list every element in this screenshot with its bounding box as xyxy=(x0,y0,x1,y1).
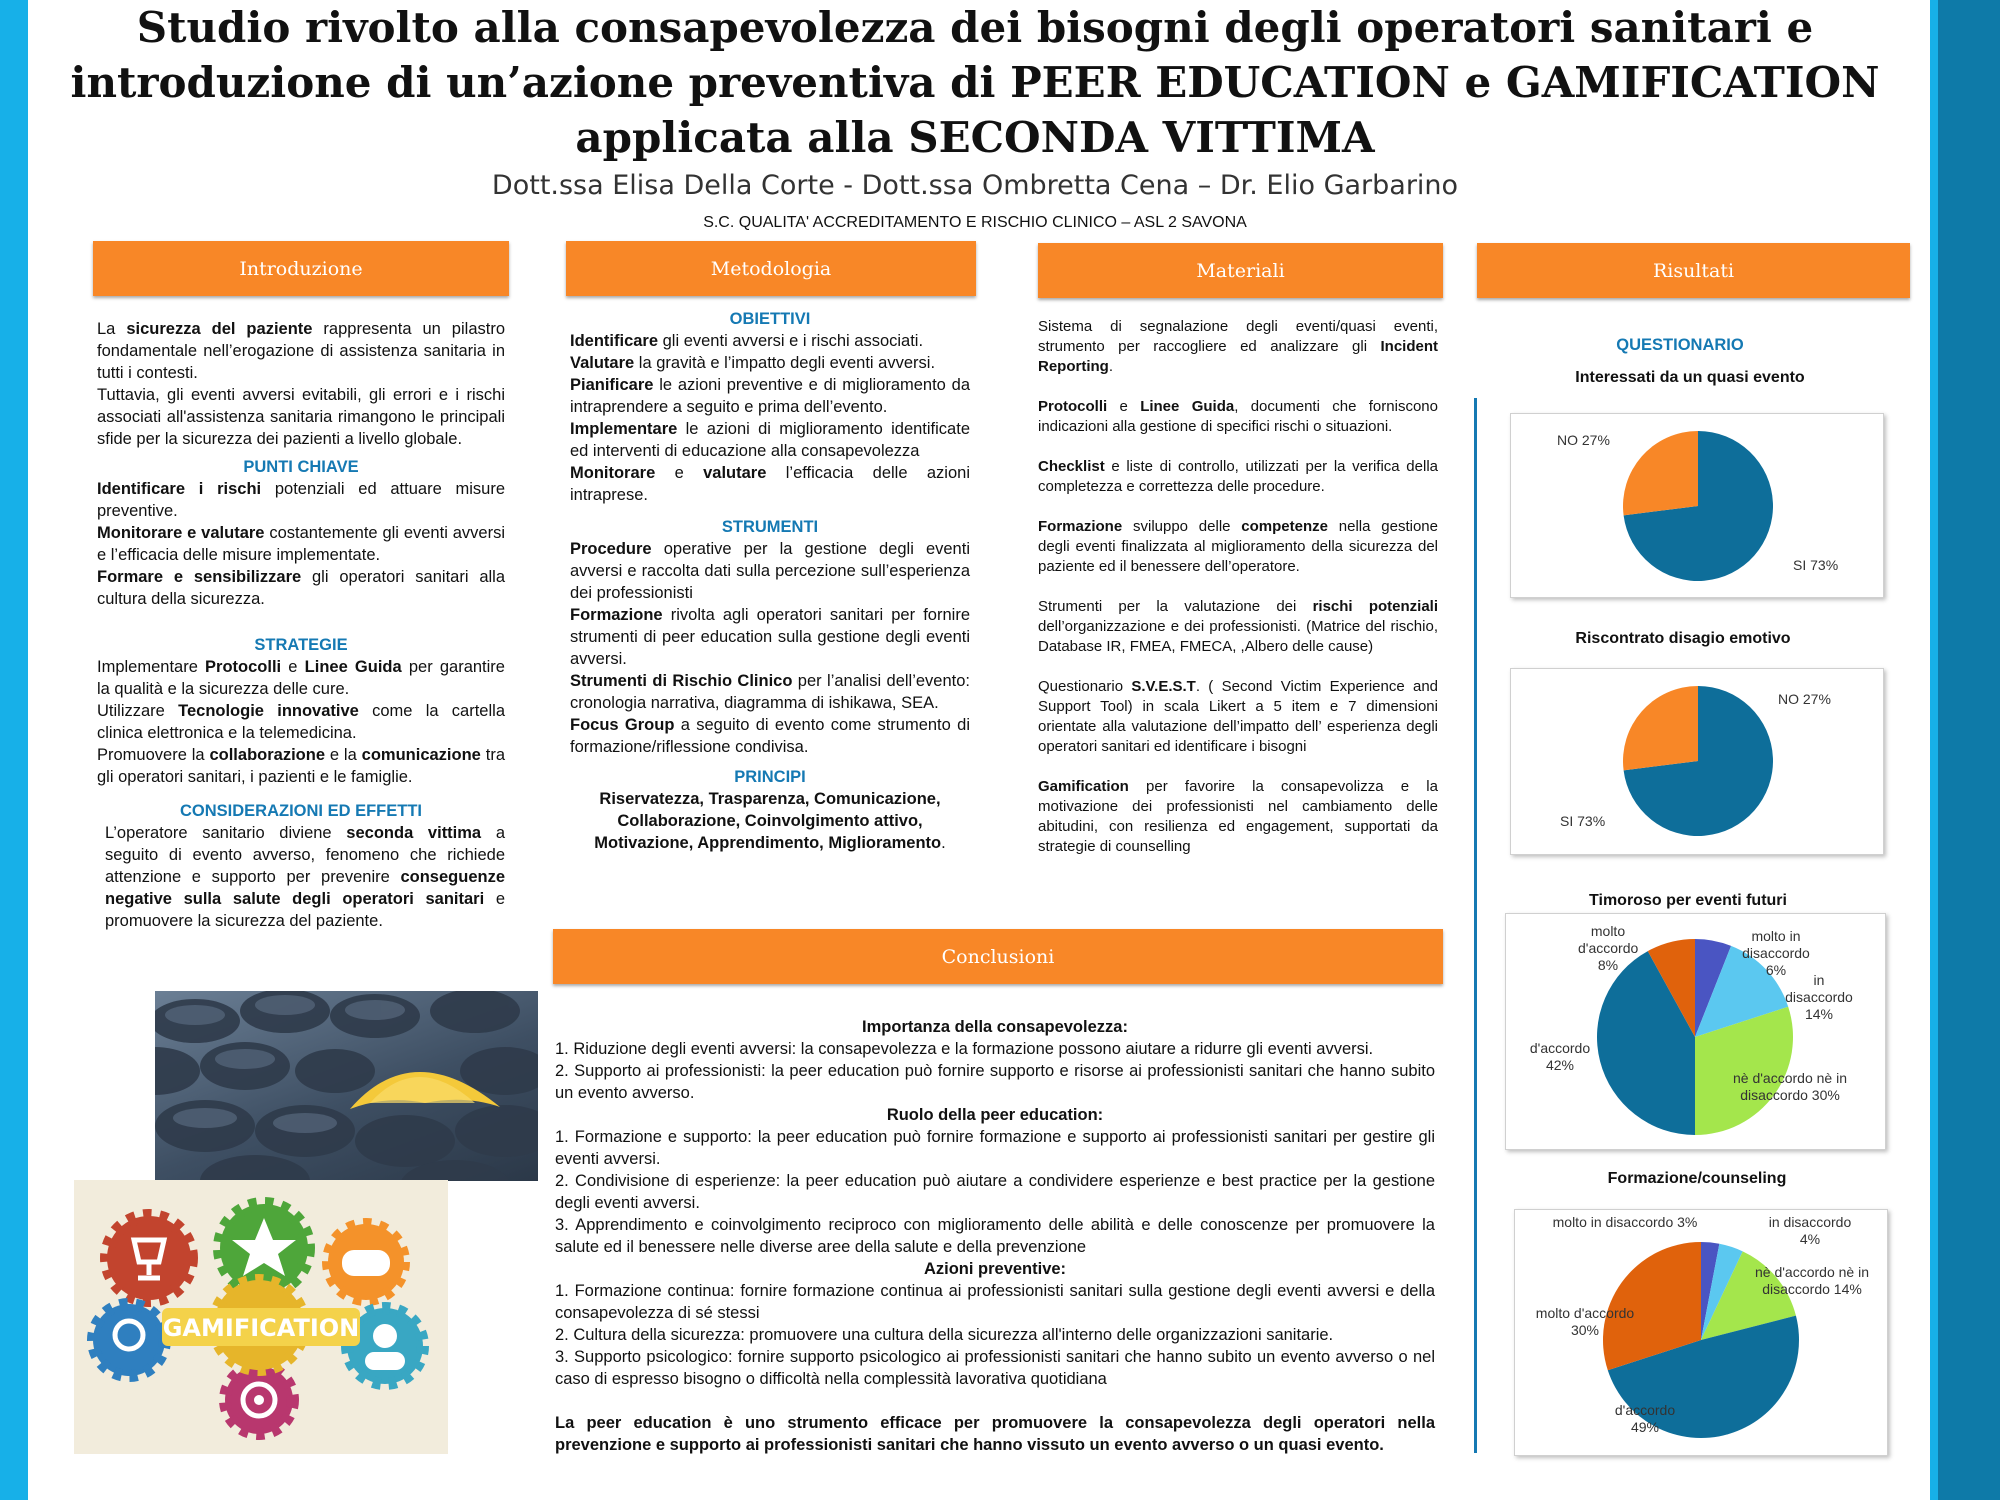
materiale-2: Protocolli e Linee Guida, documenti che forniscono indicazioni alla gestione di specifici rischi o situazioni. xyxy=(1038,398,1438,435)
chart-4-label-molto-disaccordo: molto in disaccordo 3% xyxy=(1552,1214,1698,1230)
risultati-divider xyxy=(1474,398,1477,1453)
chart-4-label-neutro: nè d'accordo nè in disaccordo 14% xyxy=(1755,1264,1869,1297)
strumento-2: Formazione rivolta agli operatori sanitari per fornire strumenti di peer education sulla gestione degli eventi avversi. xyxy=(570,606,970,668)
concl-item-c1: 1. Formazione continua: fornire formazione continua ai professionisti sanitari sulla gestione degli eventi avversi e della consapevolezza di sé stessi xyxy=(555,1282,1435,1322)
umbrellas-image xyxy=(155,991,538,1181)
materiale-7: Gamification per favorire la consapevolizza e la motivazione dei professionisti nel cambiamento delle abitudini, con resilienza ed engagement, supportati da strategie di counselling xyxy=(1038,778,1438,855)
authors: Dott.ssa Elisa Della Corte - Dott.ssa Ombretta Cena – Dr. Elio Garbarino xyxy=(491,170,1459,201)
obiettivo-4: Implementare le azioni di miglioramento identificate ed interventi di educazione alla consapevolezza xyxy=(570,420,970,460)
materiale-6: Questionario S.V.E.S.T. ( Second Victim Experience and Support Tool) in scala Likert a 5 item e 7 dimensioni orientate alla valutazione dell’impatto dell’ esperienza degli operatori sanitari ed identificare i bisogni xyxy=(1038,678,1439,755)
materiale-4: Formazione sviluppo delle competenze nella gestione degli eventi finalizzata al miglioramento della sicurezza del paziente ed il benessere dell’operatore. xyxy=(1038,518,1438,575)
concl-heading-3: Azioni preventive: xyxy=(923,1260,1067,1278)
concl-item-b2: 2. Condivisione di esperienze: la peer education può aiutare a condividere esperienze e best practice per la gestione degli eventi avversi. xyxy=(555,1172,1435,1212)
strumento-1: Procedure operative per la gestione degli eventi avversi e raccolta dati sulla percezione sull’esperienza dei professionisti xyxy=(570,540,970,602)
obiettivo-3: Pianificare le azioni preventive e di miglioramento da intraprendere a seguito e prima dell’evento. xyxy=(570,376,970,416)
concl-item-a2: 2. Supporto ai professionisti: la peer education può fornire supporto e risorse ai professionisti sanitari che hanno subito un evento avverso. xyxy=(555,1062,1435,1102)
title-line-3: applicata alla SECONDA VITTIMA xyxy=(575,113,1375,162)
affiliation: S.C. QUALITA' ACCREDITAMENTO E RISCHIO CLINICO – ASL 2 SAVONA xyxy=(703,214,1247,231)
chart-4-label-accordo: d'accordo 49% xyxy=(1614,1402,1676,1435)
pie-slice-no xyxy=(1623,686,1698,770)
chart-2-label-si: SI 73% xyxy=(1560,813,1606,829)
punto-chiave-1: Identificare i rischi potenziali ed attuare misure preventive. xyxy=(97,480,505,520)
left-side-bar xyxy=(0,0,28,1500)
chart-2-title: Riscontrato disagio emotivo xyxy=(1575,630,1791,647)
header-risultati: Risultati xyxy=(1477,243,1910,298)
header-introduzione: Introduzione xyxy=(93,241,509,296)
obiettivo-1: Identificare gli eventi avversi e i rischi associati. xyxy=(570,332,924,350)
concl-item-a1: 1. Riduzione degli eventi avversi: la consapevolezza e la formazione possono aiutare a ridurre gli eventi avversi. xyxy=(555,1040,1374,1058)
chart-3-label-neutro: nè d'accordo nè in disaccordo 30% xyxy=(1733,1070,1847,1103)
punto-chiave-3: Formare e sensibilizzare gli operatori sanitari alla cultura della sicurezza. xyxy=(97,568,506,608)
concl-item-b1: 1. Formazione e supporto: la peer education può fornire formazione e supporto ai professionisti sanitari per gestire gli eventi avversi. xyxy=(555,1128,1435,1168)
concl-item-c2: 2. Cultura della sicurezza: promuovere una cultura della sicurezza all'interno delle organizzazioni sanitarie. xyxy=(555,1326,1334,1344)
chart-3-label-in-disaccordo: in disaccordo 14% xyxy=(1785,972,1853,1022)
materiale-5: Strumenti per la valutazione dei rischi potenziali dell’organizzazione e dei professionisti. (Matrice del rischio, Database IR, FMEA, FMECA, ,Albero delle cause) xyxy=(1038,598,1438,655)
gears-illustration xyxy=(74,1180,448,1454)
principi-title: PRINCIPI xyxy=(734,768,806,786)
strategia-2: Utilizzare Tecnologie innovative come la cartella clinica elettronica e la telemedicina. xyxy=(97,702,505,742)
right-edge-stripe xyxy=(1930,0,1938,1500)
strategia-3: Promuovere la collaborazione e la comunicazione tra gli operatori sanitari, i pazienti e le famiglie. xyxy=(97,746,505,786)
strategia-1: Implementare Protocolli e Linee Guida per garantire la qualità e la sicurezza delle cure. xyxy=(97,658,505,698)
materiale-3: Checklist e liste di controllo, utilizzati per la verifica della completezza e correttezza delle procedure. xyxy=(1038,458,1438,495)
concl-item-c3: 3. Supporto psicologico: fornire supporto psicologico ai professionisti sanitari che hanno subito un evento avverso o nel caso di espresso bisogno o difficoltà nella complessità lavorativa quotidiana xyxy=(555,1348,1435,1388)
intro-paragraph-1: La sicurezza del paziente rappresenta un pilastro fondamentale nell’erogazione di assistenza sanitaria in tutti i contesti. xyxy=(97,320,505,382)
chart-4-label-in-disaccordo: in disaccordo 4% xyxy=(1768,1214,1852,1247)
punto-chiave-2: Monitorare e valutare costantemente gli eventi avversi e l’efficacia delle misure implementate. xyxy=(97,524,505,564)
header-metodologia: Metodologia xyxy=(566,241,976,296)
concl-item-b3: 3. Apprendimento e coinvolgimento reciproco con miglioramento delle abilità e delle conoscenze per promuovere la salute ed il benessere nelle diverse aree della salute e della prevenzione xyxy=(555,1216,1435,1256)
chart-4-title: Formazione/counseling xyxy=(1607,1170,1787,1187)
questionario-label: QUESTIONARIO xyxy=(1616,336,1744,354)
chart-3-label-molto-disaccordo: molto in disaccordo 6% xyxy=(1742,928,1810,978)
obiettivi-title: OBIETTIVI xyxy=(729,310,811,328)
header-conclusioni: Conclusioni xyxy=(553,929,1443,984)
chart-3-label-accordo: d'accordo 42% xyxy=(1529,1040,1591,1073)
strumento-4: Focus Group a seguito di evento come strumento di formazione/riflessione condivisa. xyxy=(570,716,970,756)
punti-chiave-title: PUNTI CHIAVE xyxy=(243,458,359,476)
chart-1-title: Interessati da un quasi evento xyxy=(1575,369,1805,386)
title-line-1: Studio rivolto alla consapevolezza dei bisogni degli operatori sanitari e xyxy=(136,3,1814,52)
umbrellas-illustration xyxy=(155,991,538,1181)
chart-1-label-no: NO 27% xyxy=(1557,432,1610,448)
concl-heading-2: Ruolo della peer education: xyxy=(886,1106,1104,1124)
chart-1-label-si: SI 73% xyxy=(1793,557,1839,573)
obiettivo-2: Valutare la gravità e l’impatto degli eventi avversi. xyxy=(570,354,936,372)
gamification-image xyxy=(74,1180,448,1454)
concl-final-statement: La peer education è uno strumento efficace per promuovere la consapevolezza degli operatori nella prevenzione e supporto ai professionisti sanitari che hanno vissuto un evento avverso o un quasi evento. xyxy=(555,1414,1435,1454)
considerazioni-text: L’operatore sanitario diviene seconda vittima a seguito di evento avverso, fenomeno che richiede attenzione e supporto per prevenire conseguenze negative sulla salute degli operatori sanitari e promuovere la sicurezza del paziente. xyxy=(105,824,505,930)
conclusioni-body xyxy=(555,1016,1435,1456)
materiale-1: Sistema di segnalazione degli eventi/quasi eventi, strumento per raccogliere ed analizzare gli Incident Reporting. xyxy=(1038,318,1438,375)
metodologia-column xyxy=(570,302,970,854)
chart-3-label-molto-accordo: molto d'accordo 8% xyxy=(1578,923,1639,973)
chart-4-label-molto-accordo: molto d'accordo 30% xyxy=(1535,1305,1635,1338)
gamification-word: GAMIFICATION xyxy=(162,1314,360,1342)
pie-slice-no xyxy=(1623,431,1698,515)
intro-paragraph-2: Tuttavia, gli eventi avversi evitabili, gli errori e i rischi associati all'assistenza sanitaria rimangono le principali sfide per la sicurezza dei pazienti a livello globale. xyxy=(97,386,505,448)
concl-heading-1: Importanza della consapevolezza: xyxy=(862,1018,1128,1036)
considerazioni-title: CONSIDERAZIONI ED EFFETTI xyxy=(179,802,422,820)
poster-title xyxy=(60,0,1890,165)
materiali-column xyxy=(1038,317,1438,877)
header-materiali: Materiali xyxy=(1038,243,1443,298)
strumenti-title: STRUMENTI xyxy=(721,518,819,536)
chart-3-title: Timoroso per eventi futuri xyxy=(1589,892,1787,909)
intro-column xyxy=(97,318,505,932)
strategie-title: STRATEGIE xyxy=(254,636,348,654)
chart-2-label-no: NO 27% xyxy=(1778,691,1831,707)
strumento-3: Strumenti di Rischio Clinico per l’analisi dell’evento: cronologia narrativa, diagramma di ishikawa, SEA. xyxy=(570,672,970,712)
title-line-2: introduzione di un’azione preventiva di PEER EDUCATION e GAMIFICATION xyxy=(70,58,1880,107)
principi-list: Riservatezza, Trasparenza, Comunicazione, Collaborazione, Coinvolgimento attivo, Motivazione, Apprendimento, Miglioramento. xyxy=(594,790,946,852)
right-side-bar xyxy=(1938,0,2000,1500)
chart-3-pie xyxy=(1505,913,1884,1148)
obiettivo-5: Monitorare e valutare l’efficacia delle azioni intraprese. xyxy=(570,464,970,504)
